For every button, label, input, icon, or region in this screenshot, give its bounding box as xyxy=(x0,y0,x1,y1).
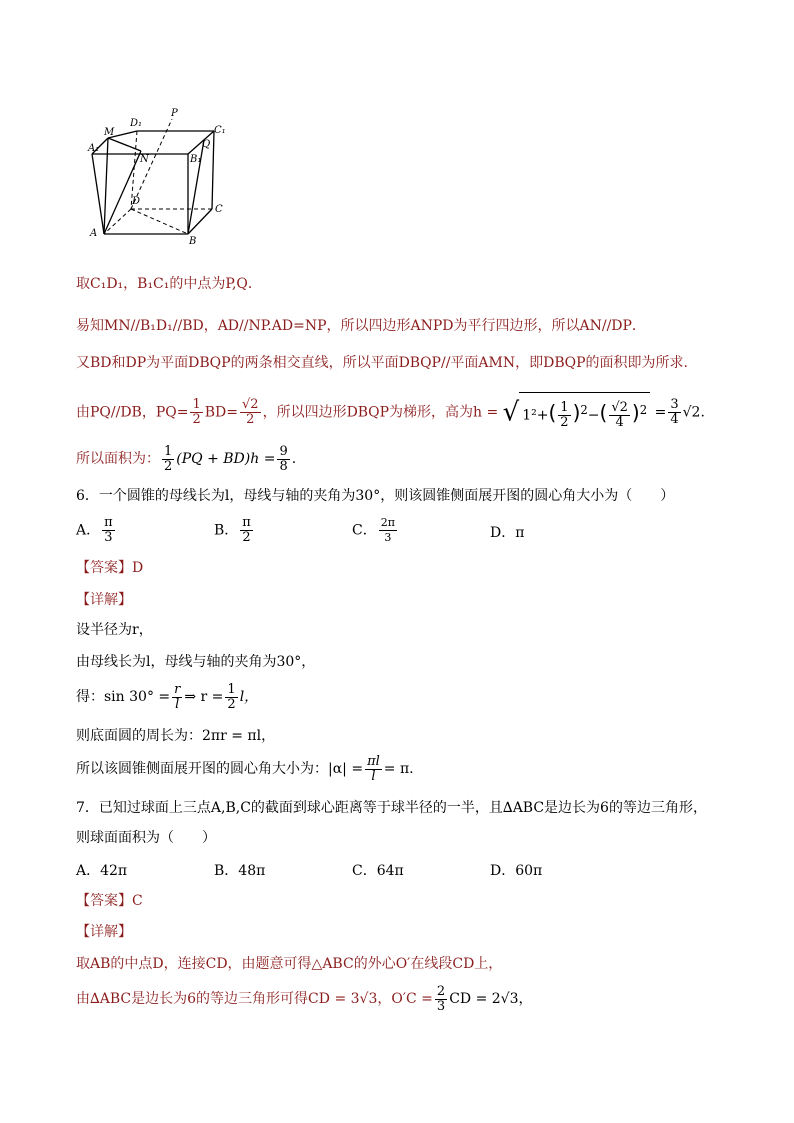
q7-option-A: A．42π xyxy=(76,863,128,879)
one-squared: 1²+ xyxy=(522,407,549,424)
area-result: $\frac{9}{8}$ xyxy=(279,443,288,474)
h-result: $\frac{3}{4}$ xyxy=(670,396,679,427)
label-A1: A₁ xyxy=(88,143,100,154)
label-A: A xyxy=(90,228,98,239)
solution-line-3: 又BD和DP为平面DBQP的两条相交直线，所以平面DBQP//平面AMN，即DBQP的面积即为所求. xyxy=(76,355,688,371)
cube-figure xyxy=(74,104,244,244)
label-D: D xyxy=(132,196,141,207)
fraction-sqrt2-over-2: $\frac{√2}{2}$ xyxy=(242,396,259,427)
label-B1: B₁ xyxy=(190,154,202,165)
q6-step-5: 所以该圆锥侧面展开图的圆心角大小为：|α| = $\frac{\pi l}{l}$ = π. xyxy=(76,753,414,784)
q7-step-1: 取AB的中点D，连接CD，由题意可得△ABC的外心O′在线段CD上， xyxy=(76,956,503,972)
label-Q: Q xyxy=(202,139,211,150)
q6-detail-heading: 【详解】 xyxy=(76,592,132,608)
h-result-tail: √2. xyxy=(682,404,705,421)
solution-line-4 xyxy=(76,392,705,433)
q7-stem-line-2: 则球面面积为（ ） xyxy=(76,830,216,846)
height-sqrt-expression: √ 1²+( $\frac{1}{2}$ )$^2$−( $\frac{√2}{4}$ )$^2$ xyxy=(503,392,651,433)
q7-stem-line-1: 7．已知过球面上三点A,B,C的截面到球心距离等于球半径的一半，且∆ABC是边长为6的等边三角形， xyxy=(76,800,707,816)
l4-result-eq: = xyxy=(654,404,667,421)
q7-detail-heading: 【详解】 xyxy=(76,924,132,940)
label-C1: C₁ xyxy=(214,125,226,136)
minus: − xyxy=(587,407,600,424)
h-sqrt2-over-4: $\frac{√2}{4}$ xyxy=(611,400,628,431)
q6-stem: 6．一个圆锥的母线长为l，母线与轴的夹角为30°，则该圆锥侧面展开图的圆心角大小为（ ） xyxy=(76,488,675,504)
q7-step-2: 由∆ABC是边长为6的等边三角形可得CD = 3√3，O′C = $\frac{2}{3}$ CD = 2√3， xyxy=(76,983,533,1014)
label-D1: D₁ xyxy=(130,118,143,129)
area-mid: (PQ + BD)h = xyxy=(176,451,276,467)
area-half: $\frac{1}{2}$ xyxy=(164,443,173,474)
q6-step-3: 得：sin 30° = $\frac{r}{l}$ ⇒ r = $\frac{1}{2}$ l， xyxy=(76,681,259,712)
label-C: C xyxy=(215,204,223,215)
q7-option-C: C．64π xyxy=(352,863,404,879)
q7-answer: 【答案】C xyxy=(76,893,143,909)
label-B: B xyxy=(189,236,197,244)
q7-option-D: D．60π xyxy=(490,863,543,879)
q6-step-4: 则底面圆的周长为：2πr = πl， xyxy=(76,728,276,744)
q6-option-D: D．π xyxy=(490,525,525,541)
q6-step-2: 由母线长为l，母线与轴的夹角为30°， xyxy=(76,654,316,670)
solution-line-1: 取C₁D₁，B₁C₁的中点为P,Q． xyxy=(76,276,262,292)
fraction-half: $\frac{1}{2}$ xyxy=(192,396,201,427)
q6-option-C: C． $\frac{2\pi}{3}$ xyxy=(352,516,395,544)
q6-option-B: B． $\frac{\pi}{2}$ xyxy=(214,515,251,545)
solution-line-2: 易知MN//B₁D₁//BD，AD//NP.AD=NP，所以四边形ANPD为平行四边形，所以AN//DP． xyxy=(76,318,646,334)
label-P: P xyxy=(171,108,178,119)
q7-option-B: B．48π xyxy=(214,863,266,879)
label-M: M xyxy=(104,127,115,138)
q6-option-A: A． $\frac{\pi}{3}$ xyxy=(76,515,113,545)
l4-mid: BD= xyxy=(204,404,239,421)
h-half: $\frac{1}{2}$ xyxy=(560,400,569,431)
q6-answer: 【答案】D xyxy=(76,560,144,576)
l4-prefix: 由PQ//DB，PQ= xyxy=(76,404,189,421)
l5-prefix: 所以面积为： xyxy=(76,451,160,467)
q6-step-1: 设半径为r， xyxy=(76,622,153,638)
label-N: N xyxy=(140,154,149,165)
l4-text: ，所以四边形DBQP为梯形，高为h = xyxy=(262,404,499,421)
solution-line-5: 所以面积为： $\frac{1}{2}$ (PQ + BD)h = $\frac{9}{8}$ . xyxy=(76,443,297,474)
